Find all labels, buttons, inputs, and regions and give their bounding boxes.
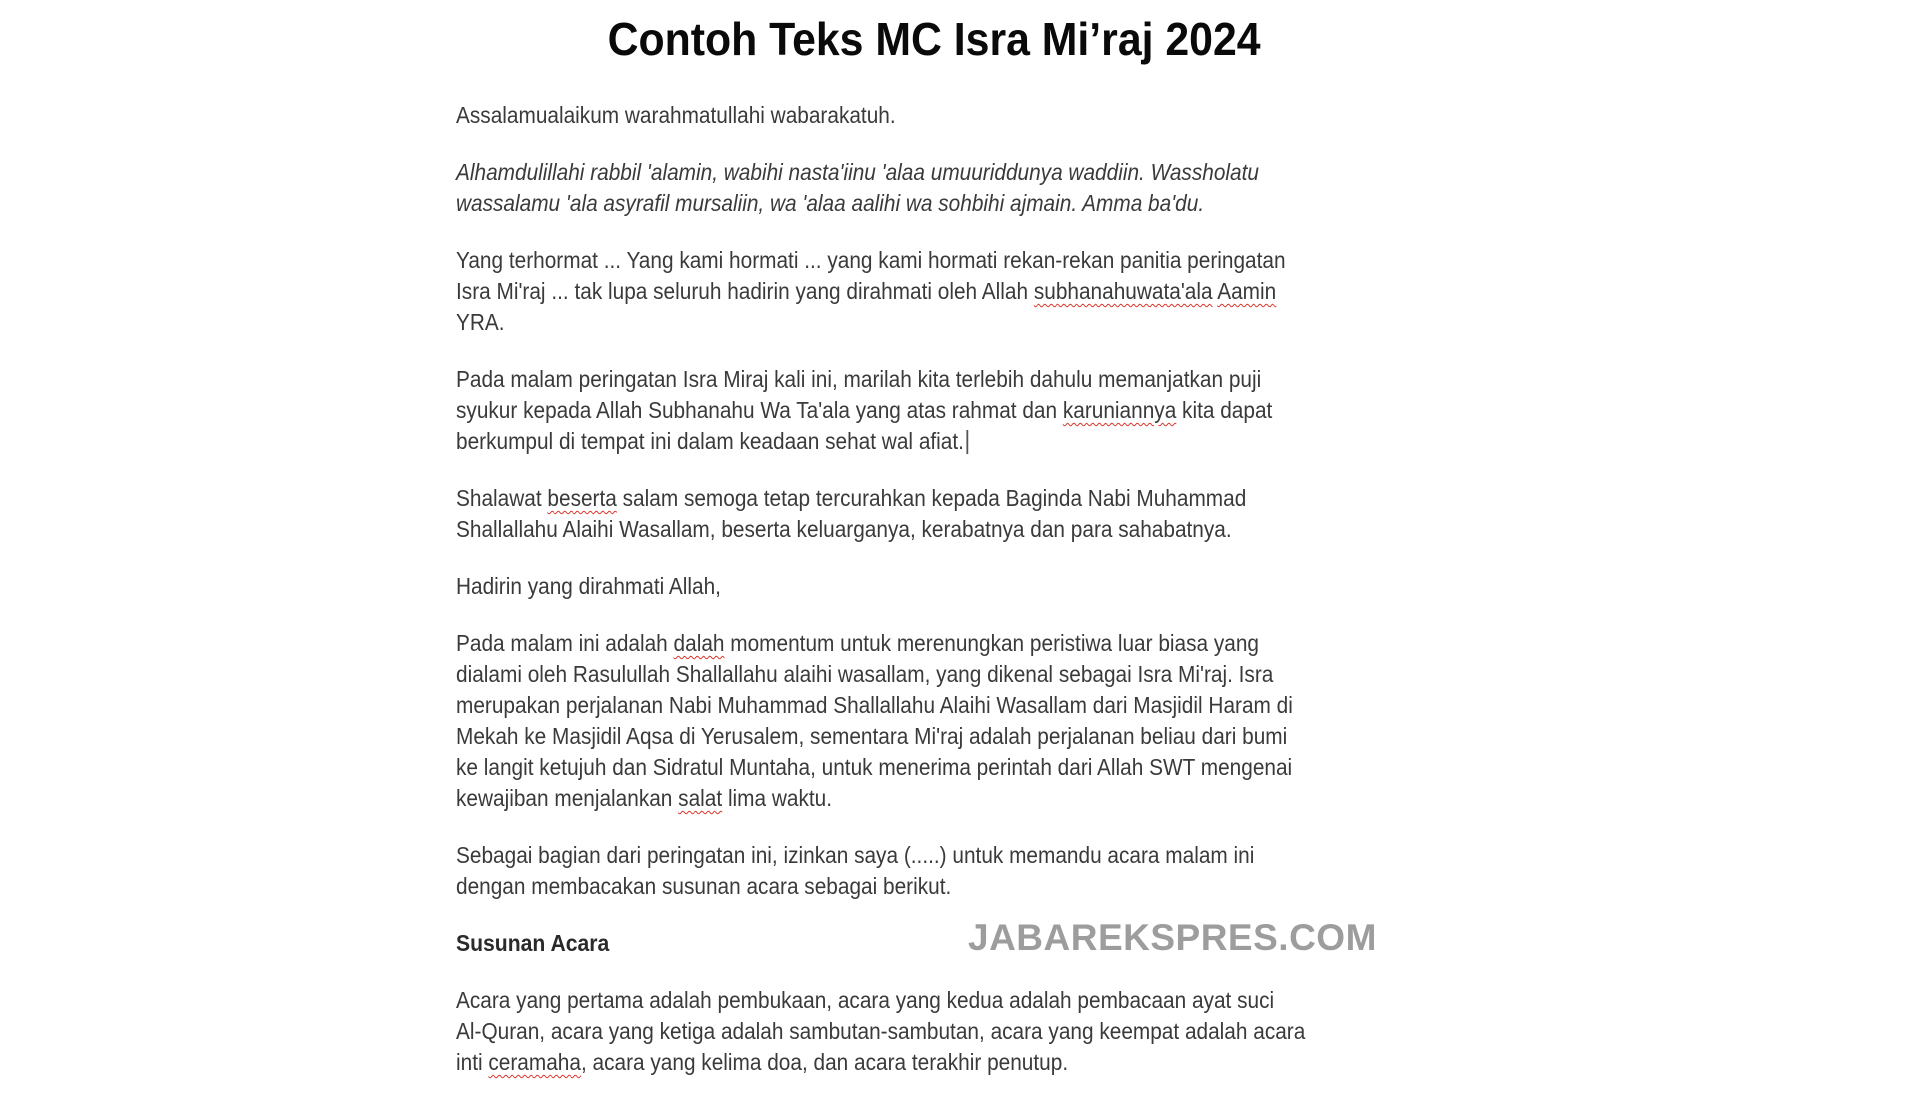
text-cursor <box>967 430 969 454</box>
page-title <box>0 11 1868 67</box>
text-span: lima waktu. <box>722 785 833 811</box>
paragraph-salam <box>456 100 1556 131</box>
spellcheck-flagged-word[interactable]: ceramaha <box>488 1049 581 1075</box>
text-line: merupakan perjalanan Nabi Muhammad Shallallahu Alaihi Wasallam dari Masjidil Haram di <box>456 692 1293 718</box>
text-line: Al-Quran, acara yang ketiga adalah sambutan-sambutan, acara yang keempat adalah acara <box>456 1018 1306 1044</box>
spellcheck-flagged-word[interactable]: subhanahuwata'ala <box>1033 278 1213 304</box>
page-title-text: Contoh Teks MC Isra Mi’raj 2024 <box>607 13 1261 65</box>
text-line: ke langit ketujuh dan Sidratul Muntaha, untuk menerima perintah dari Allah SWT mengenai <box>456 754 1293 780</box>
text-line: Shallallahu Alaihi Wasallam, beserta keluarganya, kerabatnya dan para sahabatnya. <box>456 516 1232 542</box>
text-span: kita dapat <box>1176 397 1273 423</box>
text-line: Yang terhormat ... Yang kami hormati ... yang kami hormati rekan-rekan panitia peringatan <box>456 247 1286 273</box>
paragraph-isra-miraj-story <box>456 628 1556 814</box>
text-line: wassalamu 'ala asyrafil mursaliin, wa 'alaa aalihi wa sohbihi ajmain. Amma ba'du. <box>456 190 1205 216</box>
spellcheck-flagged-word[interactable]: salat <box>678 785 723 811</box>
text-line: Mekah ke Masjidil Aqsa di Yerusalem, sementara Mi'raj adalah perjalanan beliau dari bumi <box>456 723 1288 749</box>
text-line: Acara yang pertama adalah pembukaan, acara yang kedua adalah pembacaan ayat suci <box>456 987 1275 1013</box>
paragraph-address <box>456 571 1556 602</box>
text-span: Pada malam ini adalah <box>456 630 674 656</box>
spellcheck-flagged-word[interactable]: karuniannya <box>1062 397 1177 423</box>
text-line <box>456 783 1452 814</box>
watermark: JABAREKSPRES.COM <box>968 917 1377 958</box>
text-line: Assalamualaikum warahmatullahi wabarakatuh. <box>456 102 896 128</box>
paragraph-mc-intro <box>456 840 1556 902</box>
heading-text: Susunan Acara <box>456 930 610 956</box>
text-line: Alhamdulillahi rabbil 'alamin, wabihi nasta'iinu 'alaa umuuriddunya waddiin. Wassholatu <box>456 159 1259 185</box>
spellcheck-flagged-word[interactable]: Aamin <box>1217 278 1277 304</box>
text-line <box>456 483 1452 514</box>
text-span: , acara yang kelima doa, dan acara terakhir penutup. <box>580 1049 1069 1075</box>
spellcheck-flagged-word[interactable]: dalah <box>673 630 725 656</box>
spellcheck-flagged-word[interactable]: beserta <box>547 485 617 511</box>
text-span: inti <box>456 1049 489 1075</box>
text-span: salam semoga tetap tercurahkan kepada Baginda Nabi Muhammad <box>616 485 1247 511</box>
text-line <box>456 276 1452 307</box>
text-line: dialami oleh Rasulullah Shallallahu alaihi wasallam, yang dikenal sebagai Isra Mi'raj. Isra <box>456 661 1274 687</box>
text-line: YRA. <box>456 309 505 335</box>
text-line: dengan membacakan susunan acara sebagai berikut. <box>456 873 952 899</box>
text-span: Shalawat <box>456 485 548 511</box>
text-line: Hadirin yang dirahmati Allah, <box>456 573 721 599</box>
text-line: Pada malam peringatan Isra Miraj kali ini, marilah kita terlebih dahulu memanjatkan puji <box>456 366 1262 392</box>
text-line <box>456 628 1452 659</box>
text-line: Sebagai bagian dari peringatan ini, izinkan saya (.....) untuk memandu acara malam ini <box>456 842 1255 868</box>
text-line <box>456 426 1452 457</box>
text-span: momentum untuk merenungkan peristiwa luar biasa yang <box>724 630 1260 656</box>
text-span: Isra Mi'raj ... tak lupa seluruh hadirin yang dirahmati oleh Allah <box>456 278 1034 304</box>
text-span: syukur kepada Allah Subhanahu Wa Ta'ala yang atas rahmat dan <box>456 397 1063 423</box>
text-span: kewajiban menjalankan <box>456 785 679 811</box>
paragraph-agenda <box>456 985 1556 1078</box>
paragraph-shalawat <box>456 483 1556 545</box>
text-line <box>456 395 1452 426</box>
paragraph-greetings <box>456 245 1556 338</box>
text-span: berkumpul di tempat ini dalam keadaan sehat wal afiat. <box>456 428 964 454</box>
paragraph-hamdalah <box>456 157 1556 219</box>
text-line <box>456 1047 1452 1078</box>
paragraph-gratitude <box>456 364 1556 457</box>
